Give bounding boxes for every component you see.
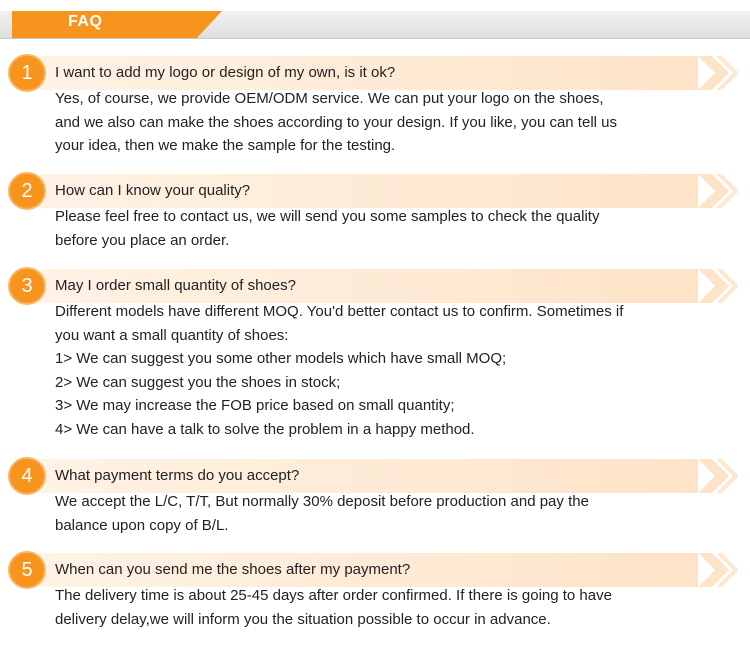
answer-line: your idea, then we make the sample for the testing. [55, 137, 396, 154]
answer-line: The delivery time is about 25-45 days after order confirmed. If there is going to have [55, 587, 612, 604]
question-number-badge: 1 [8, 54, 46, 92]
question-text: What payment terms do you accept? [55, 467, 300, 484]
answer-text [55, 584, 715, 631]
answer-text [55, 87, 715, 158]
answer-text [55, 490, 715, 537]
chevron-right-icon [698, 174, 738, 208]
question-text: How can I know your quality? [55, 182, 251, 199]
question-number-badge: 3 [8, 267, 46, 305]
answer-line: delivery delay,we will inform you the situation possible to occur in advance. [55, 610, 551, 628]
answer-text [55, 205, 715, 252]
chevron-right-icon [698, 459, 738, 493]
question-number-badge: 5 [8, 551, 46, 589]
question-text: I want to add my logo or design of my own, is it ok? [55, 64, 396, 81]
answer-line: Yes, of course, we provide OEM/ODM service. We can put your logo on the shoes, [55, 90, 604, 107]
answer-line: 3> We may increase the FOB price based on small quantity; [55, 397, 455, 414]
answer-line: balance upon copy of B/L. [55, 516, 229, 534]
answer-line: you want a small quantity of shoes: [55, 326, 289, 344]
question-number-badge: 2 [8, 172, 46, 210]
header-tab [12, 11, 222, 38]
chevron-right-icon [698, 56, 738, 90]
answer-line: 1> We can suggest you some other models which have small MOQ; [55, 350, 507, 367]
question-text: When can you send me the shoes after my payment? [55, 561, 411, 578]
answer-line: 4> We can have a talk to solve the problem in a happy method. [55, 420, 475, 438]
faq-header [0, 0, 750, 38]
answer-line: We accept the L/C, T/T, But normally 30% deposit before production and pay the [55, 493, 589, 510]
chevron-right-icon [698, 269, 738, 303]
question-text: May I order small quantity of shoes? [55, 277, 296, 294]
answer-line: Please feel free to contact us, we will send you some samples to check the quality [55, 208, 600, 225]
chevron-right-icon [698, 553, 738, 587]
page-title: FAQ [68, 13, 103, 30]
answer-line: Different models have different MOQ. You'd better contact us to confirm. Sometimes if [55, 303, 624, 320]
answer-line: before you place an order. [55, 231, 230, 249]
answer-line: 2> We can suggest you the shoes in stock; [55, 373, 341, 391]
question-number-badge: 4 [8, 457, 46, 495]
answer-text [55, 300, 715, 441]
answer-line: and we also can make the shoes according to your design. If you like, you can tell us [55, 113, 617, 131]
